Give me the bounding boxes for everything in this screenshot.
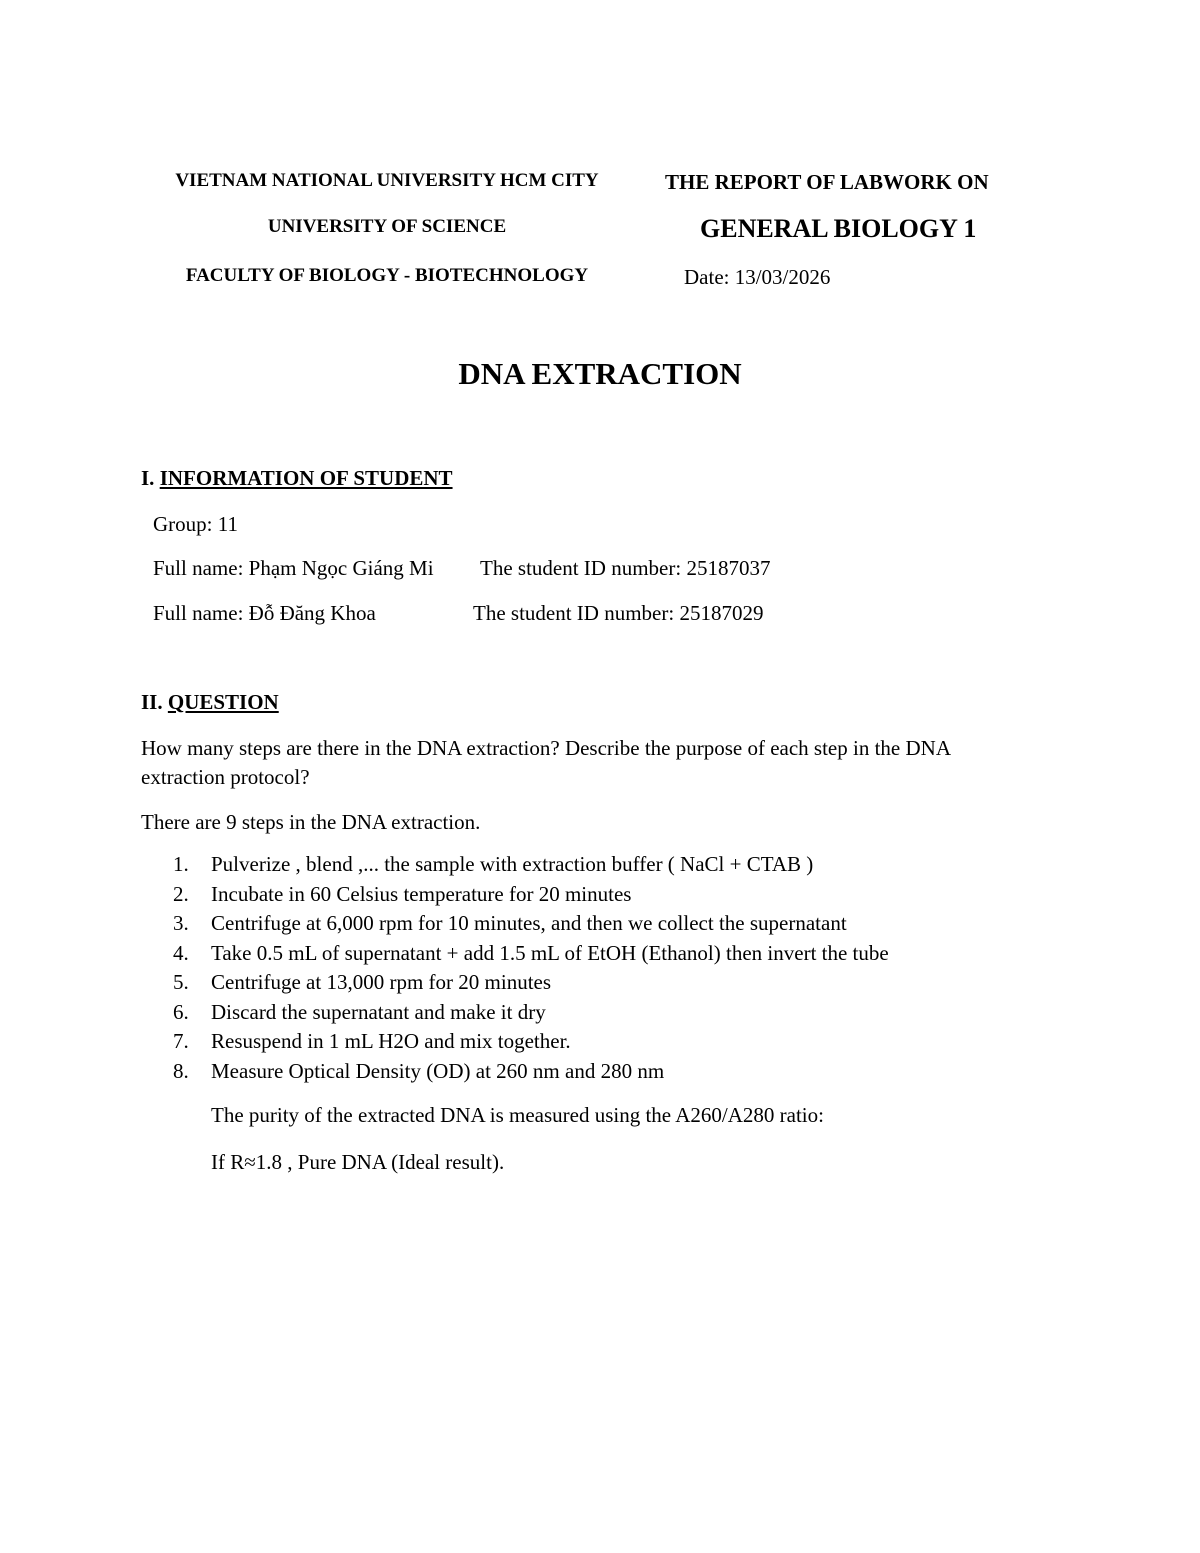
institution-faculty: FACULTY OF BIOLOGY - BIOTECHNOLOGY (185, 265, 589, 286)
list-item (173, 1027, 889, 1057)
step-text: Resuspend in 1 mL H2O and mix together. (211, 1029, 571, 1053)
question-text-line-1: How many steps are there in the DNA extraction? Describe the purpose of each step in the DNA (141, 736, 951, 760)
steps-list (173, 850, 889, 1086)
step-number: 3. (173, 911, 189, 935)
step-number: 4. (173, 940, 189, 965)
step-text: Measure Optical Density (OD) at 260 nm and 280 nm (211, 1058, 665, 1083)
list-item (173, 998, 889, 1028)
step-text: Pulverize , blend ,... the sample with extraction buffer ( NaCl + CTAB ) (211, 852, 814, 876)
step-text: Discard the supernatant and make it dry (211, 999, 546, 1024)
step-text: Centrifuge at 13,000 rpm for 20 minutes (211, 970, 552, 994)
report-heading: THE REPORT OF LABWORK ON (665, 170, 989, 194)
purity-note: The purity of the extracted DNA is measured using the A260/A280 ratio: (211, 1103, 824, 1127)
step-number: 2. (173, 881, 189, 906)
student-2-name: Full name: Đỗ Đăng Khoa (153, 601, 376, 625)
page-title: DNA EXTRACTION (458, 356, 742, 391)
institution-university: VIETNAM NATIONAL UNIVERSITY HCM CITY (175, 170, 599, 191)
question-text-line-2: extraction protocol? (141, 765, 310, 789)
step-number: 8. (173, 1058, 189, 1083)
step-number: 5. (173, 970, 189, 994)
section-title: QUESTION (167, 690, 279, 714)
report-date: Date: 13/03/2026 (684, 265, 831, 289)
section-question-heading (141, 690, 279, 715)
step-number: 7. (173, 1029, 189, 1053)
student-1-id: The student ID number: 25187037 (480, 556, 771, 580)
list-item (173, 1057, 889, 1087)
list-item (173, 880, 889, 910)
result-note: If R≈1.8 , Pure DNA (Ideal result). (211, 1150, 505, 1174)
section-title: INFORMATION OF STUDENT (159, 466, 453, 490)
list-item (173, 909, 889, 939)
step-number: 6. (173, 999, 189, 1024)
section-number: I. (141, 466, 155, 490)
step-number: 1. (173, 852, 189, 876)
step-text: Centrifuge at 6,000 rpm for 10 minutes, and then we collect the supernatant (211, 911, 847, 935)
student-2-id: The student ID number: 25187029 (473, 601, 764, 625)
list-item (173, 850, 889, 880)
list-item (173, 968, 889, 998)
group-number: Group: 11 (153, 512, 238, 536)
list-item (173, 939, 889, 969)
step-text: Take 0.5 mL of supernatant + add 1.5 mL of EtOH (Ethanol) then invert the tube (211, 940, 889, 965)
course-name: GENERAL BIOLOGY 1 (700, 214, 977, 243)
step-text: Incubate in 60 Celsius temperature for 20 minutes (211, 881, 632, 906)
institution-school: UNIVERSITY OF SCIENCE (267, 216, 507, 237)
student-1-name: Full name: Phạm Ngọc Giáng Mi (153, 556, 434, 580)
answer-intro: There are 9 steps in the DNA extraction. (141, 810, 481, 834)
section-number: II. (141, 690, 163, 714)
section-student-info-heading (141, 466, 453, 491)
